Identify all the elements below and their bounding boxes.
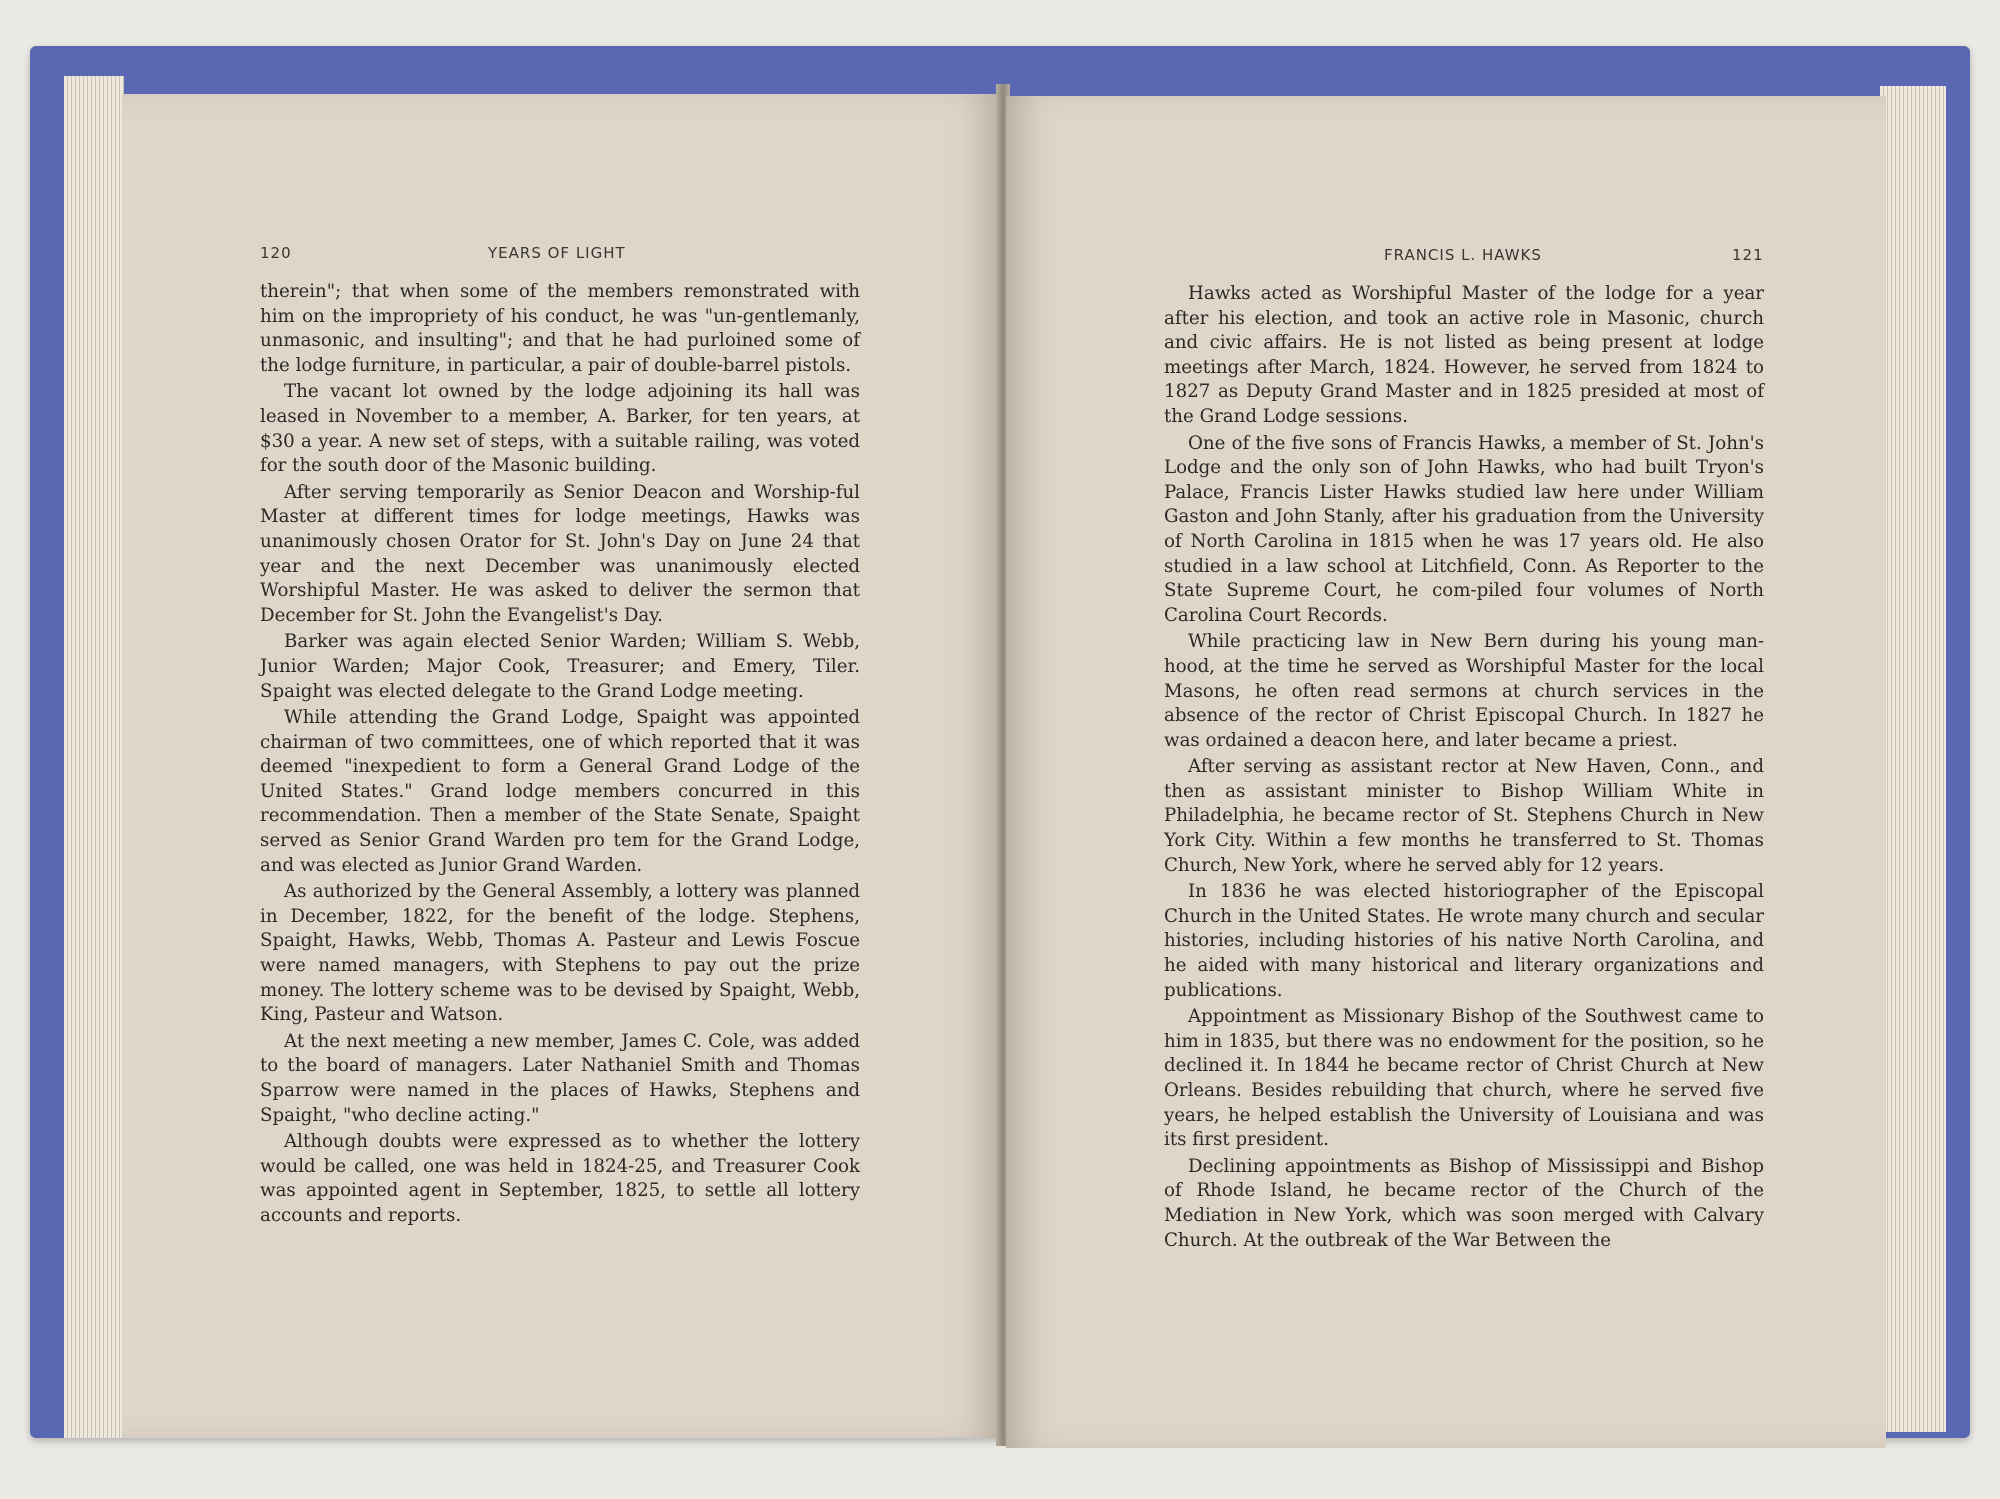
page-number-left: 120: [260, 244, 292, 262]
paragraph: As authorized by the General Assembly, a lottery was planned in December, 1822, for the benefit of the lodge. Stephens, Spaight, Hawks, Webb, Thomas A. Pasteur and Lewis Foscue were named managers, with Stephens to pay out the prize money. The lottery scheme was to be devised by Spaight, Webb, King, Pasteur and Watson.: [260, 881, 860, 1026]
paragraph: After serving as assistant rector at New Haven, Conn., and then as assistant minister to Bishop William White in Philadelphia, he became rector of St. Stephens Church in New York City. Within a few months he transferred to St. Thomas Church, New York, where he served ably for 12 years.: [1164, 756, 1764, 876]
left-page: [122, 94, 1000, 1438]
paragraph: Although doubts were expressed as to whether the lottery would be called, one was held in 1824-25, and Treasurer Cook was appointed agent in September, 1825, to settle all lottery accounts and reports.: [260, 1131, 860, 1226]
right-page-edges: [1880, 86, 1946, 1432]
paragraph: The vacant lot owned by the lodge adjoining its hall was leased in November to a member, A. Barker, for ten years, at $30 a year. A new set of steps, with a suitable railing, was voted for the south door of the Masonic building.: [260, 381, 860, 477]
right-page-body: [1164, 282, 1764, 1255]
paragraph: At the next meeting a new member, James C. Cole, was added to the board of managers. Later Nathaniel Smith and Thomas Sparrow were named in the places of Hawks, Stephens and Spaight, "who decline acting.": [260, 1030, 860, 1126]
paragraph: therein"; that when some of the members remonstrated with him on the impropriety of his conduct, he was "un-gentlemanly, unmasonic, and insulting"; and that he had purloined some of the lodge furniture, in particular, a pair of double-barrel pistols.: [260, 281, 860, 376]
left-page-body: [260, 280, 860, 1231]
paragraph: In 1836 he was elected historiographer of the Episcopal Church in the United States. He wrote many church and secular histories, including histories of his native North Carolina, and he aided with many historical and literary organizations and publications.: [1164, 881, 1764, 1001]
paragraph: Declining appointments as Bishop of Mississippi and Bishop of Rhode Island, he became rector of the Church of the Mediation in New York, which was soon merged with Calvary Church. At the outbreak of the War Between the: [1164, 1155, 1764, 1251]
page-number-right: 121: [1732, 246, 1764, 264]
running-title-left: YEARS OF LIGHT: [488, 244, 626, 262]
left-page-edges: [64, 76, 124, 1438]
right-page: [1006, 96, 1886, 1448]
paragraph: Hawks acted as Worshipful Master of the lodge for a year after his election, and took an active role in Masonic, church and civic affairs. He is not listed as being present at lodge meetings after March, 1824. However, he served from 1824 to 1827 as Deputy Grand Master and in 1825 presided at most of the Grand Lodge sessions.: [1164, 283, 1764, 427]
paragraph: Barker was again elected Senior Warden; William S. Webb, Junior Warden; Major Cook, Treasurer; and Emery, Tiler. Spaight was elected delegate to the Grand Lodge meeting.: [260, 631, 860, 702]
paragraph: While practicing law in New Bern during his young man-hood, at the time he served as Worshipful Master for the local Masons, he often read sermons at church services in the absence of the rector of Christ Episcopal Church. In 1827 he was ordained a deacon here, and later became a priest.: [1164, 631, 1764, 751]
paragraph: While attending the Grand Lodge, Spaight was appointed chairman of two committees, one of which reported that it was deemed "inexpedient to form a General Grand Lodge of the United States." Grand lodge members concurred in this recommendation. Then a member of the State Senate, Spaight served as Senior Grand Warden pro tem for the Grand Lodge, and was elected as Junior Grand Warden.: [260, 707, 860, 876]
running-title-right: FRANCIS L. HAWKS: [1384, 246, 1542, 264]
paragraph: After serving temporarily as Senior Deacon and Worship-ful Master at different times for lodge meetings, Hawks was unanimously chosen Orator for St. John's Day on June 24 that year and the next December was unanimously elected Worshipful Master. He was asked to deliver the sermon that December for St. John the Evangelist's Day.: [260, 481, 860, 626]
paragraph: One of the five sons of Francis Hawks, a member of St. John's Lodge and the only son of John Hawks, who had built Tryon's Palace, Francis Lister Hawks studied law here under William Gaston and John Stanly, after his graduation from the University of North Carolina in 1815 when he was 17 years old. He also studied in a law school at Litchfield, Conn. As Reporter to the State Supreme Court, he com-piled four volumes of North Carolina Court Records.: [1164, 432, 1764, 626]
paragraph: Appointment as Missionary Bishop of the Southwest came to him in 1835, but there was no endowment for the position, so he declined it. In 1844 he became rector of Christ Church at New Orleans. Besides rebuilding that church, where he served five years, he helped establish the University of Louisiana and was its first president.: [1164, 1006, 1764, 1151]
